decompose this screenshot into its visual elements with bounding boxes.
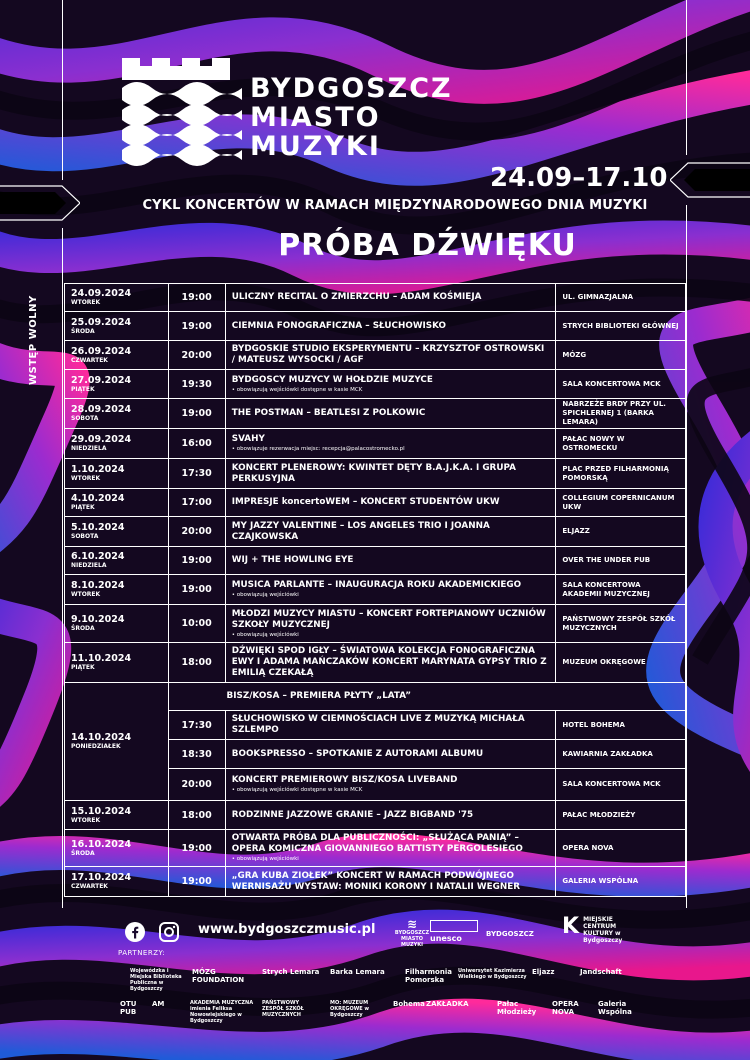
event-weekday: ŚRODA (71, 849, 95, 857)
page-title: PRÓBA DŹWIĘKU (278, 228, 577, 263)
event-time: 17:30 (168, 711, 225, 740)
event-cell (225, 643, 556, 683)
event-venue: KAWIARNIA ZAKŁADKA (556, 740, 686, 769)
event-cell (225, 605, 556, 643)
event-title: OTWARTA PRÓBA DLA PUBLICZNOŚCI: „SŁUŻĄCA PANIĄ” – OPERA KOMICZNA GIOVANNIEGO BATTISTY PERGOLESIEGO (231, 833, 523, 854)
schedule-row (65, 284, 686, 312)
schedule-row (65, 547, 686, 575)
partner-logo: AKADEMIA MUZYCZNA imienia Feliksa Nowowiejskiego w Bydgoszczy (190, 1000, 254, 1024)
date-cell (65, 605, 169, 643)
date-cell (65, 370, 169, 399)
event-cell (225, 711, 556, 740)
event-venue: UL. GIMNAZJALNA (556, 284, 686, 312)
subtitle: CYKL KONCERTÓW W RAMACH MIĘDZYNARODOWEGO DNIA MUZYKI (142, 198, 648, 213)
event-note: • obowiązują wejściówki (231, 592, 299, 598)
event-time: 10:00 (168, 605, 225, 643)
date-cell (65, 341, 169, 370)
event-weekday: WTOREK (71, 299, 101, 306)
partner-logo: Uniwersytet Kazimierza Wielkiego w Bydgoszczy (458, 968, 527, 980)
facebook-icon[interactable] (124, 921, 146, 943)
partner-logo: Jandschaft (580, 968, 622, 976)
date-cell (65, 643, 169, 683)
event-venue: COLLEGIUM COPERNICANUM UKW (556, 489, 686, 517)
event-title: CIEMNIA FONOGRAFICZNA – SŁUCHOWISKO (231, 320, 447, 331)
schedule-row (65, 575, 686, 605)
event-weekday: PIĄTEK (71, 385, 95, 393)
date-cell (65, 284, 169, 312)
event-cell (225, 801, 556, 830)
event-title: MUSICA PARLANTE – INAUGURACJA ROKU AKADEMICKIEGO (231, 580, 522, 590)
event-cell (225, 489, 556, 517)
partner-logo: ZAKŁADKA (426, 1000, 469, 1008)
event-time: 19:00 (168, 312, 225, 341)
event-time: 17:00 (168, 489, 225, 517)
event-time: 19:00 (168, 547, 225, 575)
event-note: • obowiązują wejściówki (231, 631, 299, 638)
event-time: 19:00 (168, 399, 225, 429)
schedule-row (65, 459, 686, 489)
logo-bydgoszcz-city: BYDGOSZCZ (486, 930, 534, 938)
event-weekday: SOBOTA (71, 415, 99, 422)
logo-line-1: BYDGOSZCZ (250, 73, 453, 104)
logo-miasto-muzyki: ≋ BYDGOSZCZ MIASTO MUZYKI (394, 917, 430, 948)
schedule-row (65, 517, 686, 547)
festival-dates: 24.09–17.10 (490, 163, 668, 193)
date-cell (65, 575, 169, 605)
schedule-row (65, 341, 686, 370)
event-title: BOOKSPRESSO – SPOTKANIE Z AUTORAMI ALBUMU (231, 748, 484, 759)
schedule-row (65, 312, 686, 341)
event-cell (225, 517, 556, 547)
event-date: 27.09.2024 (71, 374, 132, 386)
event-title: DŹWIĘKI SPOD IGŁY – ŚWIATOWA KOLEKCJA FONOGRAFICZNA EWY I ADAMA MAŃCZAKÓW KONCERT MARYNATA GYPSY TRIO Z EMILIĄ CZEKAŁĄ (231, 646, 547, 678)
schedule-row (65, 489, 686, 517)
event-note: • obowiązuje rezerwacja miejsc: recepcja@palacostromecko.pl (231, 446, 405, 452)
event-weekday: PIĄTEK (71, 664, 95, 671)
date-cell (65, 547, 169, 575)
partner-logo: Wojewódzka i Miejska Biblioteka Publiczna w Bydgoszczy (130, 968, 182, 992)
event-time: 18:30 (168, 740, 225, 769)
event-date: 25.09.2024 (71, 316, 132, 328)
event-date: 8.10.2024 (71, 580, 125, 591)
event-date: 16.10.2024 (71, 838, 132, 850)
event-date: 6.10.2024 (71, 551, 125, 562)
schedule-row-header (65, 683, 686, 711)
event-date: 14.10.2024 (71, 732, 132, 743)
schedule-row (65, 605, 686, 643)
event-cell (225, 740, 556, 769)
event-weekday: SOBOTA (71, 533, 99, 540)
date-cell (65, 517, 169, 547)
event-note: • obowiązują wejściówki (231, 856, 299, 862)
event-cell (168, 683, 686, 711)
event-date: 17.10.2024 (71, 872, 132, 883)
partner-logo: OTU PUB (120, 1000, 137, 1016)
date-cell (65, 312, 169, 341)
event-venue: NABRZEŻE BRDY PRZY UL. SPICHLERNEJ 1 (BARKA LEMARA) (556, 399, 686, 429)
event-weekday: WTOREK (71, 591, 101, 598)
logo-unesco: unesco (430, 920, 478, 943)
event-venue: OPERA NOVA (556, 830, 686, 867)
event-venue: HOTEL BOHEMA (556, 711, 686, 740)
event-time: 16:00 (168, 429, 225, 459)
event-weekday: CZWARTEK (71, 883, 108, 890)
event-cell (225, 575, 556, 605)
schedule-row (65, 801, 686, 830)
event-cell (225, 830, 556, 867)
partner-logo: Barka Lemara (330, 968, 385, 976)
event-cell (225, 547, 556, 575)
event-title: IMPRESJE koncertoWEM – KONCERT STUDENTÓW UKW (231, 497, 500, 507)
schedule-row (65, 370, 686, 399)
event-time: 19:00 (168, 284, 225, 312)
partner-logo: Pałac Młodzieży (497, 1000, 537, 1016)
event-time: 19:00 (168, 575, 225, 605)
partner-logo: Strych Lemara (262, 968, 320, 976)
event-title: BYDGOSCY MUZYCY W HOŁDZIE MUZYCE (231, 374, 433, 385)
logo-wordmark (250, 74, 453, 161)
event-weekday: NIEDZIELA (71, 562, 107, 569)
event-note: • obowiązują wejściówki dostępne w kasie MCK (231, 787, 363, 793)
event-venue: PAŁAC MŁODZIEŻY (556, 801, 686, 830)
event-title: „GRA KUBA ZIOŁEK” KONCERT W RAMACH PODWÓJNEGO WERNISAŻU WYSTAW: MONIKI KORONY I NATALII WEGNER (231, 870, 520, 892)
date-cell (65, 489, 169, 517)
partner-logo: OPERA NOVA (552, 1000, 579, 1016)
schedule-row (65, 399, 686, 429)
partner-logo: Filharmonia Pomorska (405, 968, 452, 984)
event-note: • obowiązują wejściówki dostępne w kasie MCK (231, 386, 363, 393)
schedule-row (65, 830, 686, 867)
event-weekday: CZWARTEK (71, 356, 108, 364)
date-cell (65, 459, 169, 489)
event-time: 17:30 (168, 459, 225, 489)
date-cell (65, 830, 169, 867)
partner-logo: AM (152, 1000, 165, 1008)
date-cell (65, 801, 169, 830)
logo-line-3: MUZYKI (250, 131, 381, 162)
event-title: THE POSTMAN – BEATLESI Z POLKOWIC (231, 408, 426, 418)
partner-logo: Eljazz (532, 968, 555, 976)
event-title: WIJ + THE HOWLING EYE (231, 555, 354, 565)
schedule-row (65, 643, 686, 683)
event-time: 19:30 (168, 370, 225, 399)
event-title: RODZINNE JAZZOWE GRANIE – JAZZ BIGBAND '75 (231, 809, 474, 820)
schedule-row (65, 867, 686, 897)
event-title: BISZ/KOSA – PREMIERA PŁYTY „LATA” (226, 691, 412, 701)
event-cell (225, 312, 556, 341)
frame-right-line-lower (686, 205, 687, 908)
event-venue: PLAC PRZED FILHARMONIĄ POMORSKĄ (556, 459, 686, 489)
event-title: KONCERT PLENEROWY: KWINTET DĘTY B.A.J.K.A. I GRUPA PERKUSYJNA (231, 462, 516, 484)
free-entry-label: WSTĘP WOLNY (28, 295, 39, 385)
event-date: 9.10.2024 (71, 614, 125, 625)
partner-logo: MÓZG FOUNDATION (192, 968, 245, 984)
event-title: MŁODZI MUZYCY MIASTU – KONCERT FORTEPIANOWY UCZNIÓW SZKOŁY MUZYCZNEJ (231, 608, 546, 630)
event-venue: PAŃSTWOWY ZESPÓŁ SZKÓŁ MUZYCZNYCH (556, 605, 686, 643)
event-venue: SALA KONCERTOWA MCK (556, 370, 686, 399)
event-weekday: PONIEDZIAŁEK (71, 743, 121, 750)
schedule-row (65, 429, 686, 459)
event-cell (225, 341, 556, 370)
frame-left-line (62, 0, 63, 180)
event-title: SŁUCHOWISKO W CIEMNOŚCIACH LIVE Z MUZYKĄ MICHAŁA SZLEMPO (231, 714, 525, 735)
schedule-table (64, 283, 686, 897)
event-weekday: ŚRODA (71, 625, 95, 632)
date-cell (65, 867, 169, 897)
event-time: 18:00 (168, 643, 225, 683)
logo-mck: KMIEJSKIE CENTRUM KULTURY w Bydgoszczy (562, 914, 623, 944)
date-cell (65, 683, 169, 801)
event-time: 19:00 (168, 867, 225, 897)
event-cell (225, 867, 556, 897)
event-date: 24.09.2024 (71, 288, 132, 299)
event-title: MY JAZZY VALENTINE – LOS ANGELES TRIO I JOANNA CZAJKOWSKA (231, 520, 490, 542)
event-title: BYDGOSKIE STUDIO EKSPERYMENTU – KRZYSZTOF OSTROWSKI / MATEUSZ WYSOCKI / AGF (231, 344, 545, 365)
partner-logo: Galeria Wspólna (598, 1000, 632, 1016)
event-cell (225, 399, 556, 429)
instagram-icon[interactable] (158, 921, 180, 943)
event-cell (225, 769, 556, 801)
event-time: 18:00 (168, 801, 225, 830)
event-weekday: NIEDZIELA (71, 445, 107, 452)
event-date: 26.09.2024 (71, 345, 132, 357)
event-cell (225, 429, 556, 459)
event-time: 19:00 (168, 830, 225, 867)
event-cell (225, 459, 556, 489)
event-venue: STRYCH BIBLIOTEKI GŁÓWNEJ (556, 312, 686, 341)
event-venue: ELJAZZ (556, 517, 686, 547)
event-title: KONCERT PREMIEROWY BISZ/KOSA LIVEBAND (231, 775, 458, 785)
event-date: 11.10.2024 (71, 653, 132, 664)
event-weekday: ŚRODA (71, 327, 95, 335)
event-weekday: WTOREK (71, 475, 101, 482)
event-time: 20:00 (168, 341, 225, 370)
event-date: 28.09.2024 (71, 404, 132, 415)
frame-right-line (686, 0, 687, 155)
event-date: 4.10.2024 (71, 493, 125, 504)
date-cell (65, 399, 169, 429)
event-venue: OVER THE UNDER PUB (556, 547, 686, 575)
event-weekday: WTOREK (71, 816, 101, 824)
event-date: 29.09.2024 (71, 434, 132, 445)
event-time: 20:00 (168, 769, 225, 801)
partner-logo: MO: MUZEUM OKRĘGOWE w Bydgoszczy (330, 1000, 370, 1018)
event-cell (225, 370, 556, 399)
event-weekday: PIĄTEK (71, 504, 95, 511)
event-venue: MÓZG (556, 341, 686, 370)
event-venue: PAŁAC NOWY W OSTROMECKU (556, 429, 686, 459)
event-title: ULICZNY RECITAL O ZMIERZCHU – ADAM KOŚMIEJA (231, 292, 482, 302)
date-cell (65, 429, 169, 459)
event-venue: GALERIA WSPÓLNA (556, 867, 686, 897)
event-date: 1.10.2024 (71, 464, 125, 475)
logo-line-2: MIASTO (250, 102, 381, 133)
website-link[interactable]: www.bydgoszczmusic.pl (198, 922, 376, 937)
event-cell (225, 284, 556, 312)
frame-left-line-lower (62, 228, 63, 908)
event-venue: SALA KONCERTOWA MCK (556, 769, 686, 801)
partners-label: PARTNERZY: (118, 949, 166, 957)
event-date: 15.10.2024 (71, 805, 132, 817)
bydgoszcz-logo-icon (122, 58, 242, 168)
event-venue: MUZEUM OKRĘGOWE (556, 643, 686, 683)
event-date: 5.10.2024 (71, 522, 125, 533)
partner-logo: PAŃSTWOWY ZESPÓŁ SZKÓŁ MUZYCZNYCH (262, 1000, 304, 1018)
event-venue: SALA KONCERTOWA AKADEMII MUZYCZNEJ (556, 575, 686, 605)
event-title: SVAHY (231, 434, 265, 444)
partner-logo: Bohema (393, 1000, 425, 1008)
event-time: 20:00 (168, 517, 225, 547)
